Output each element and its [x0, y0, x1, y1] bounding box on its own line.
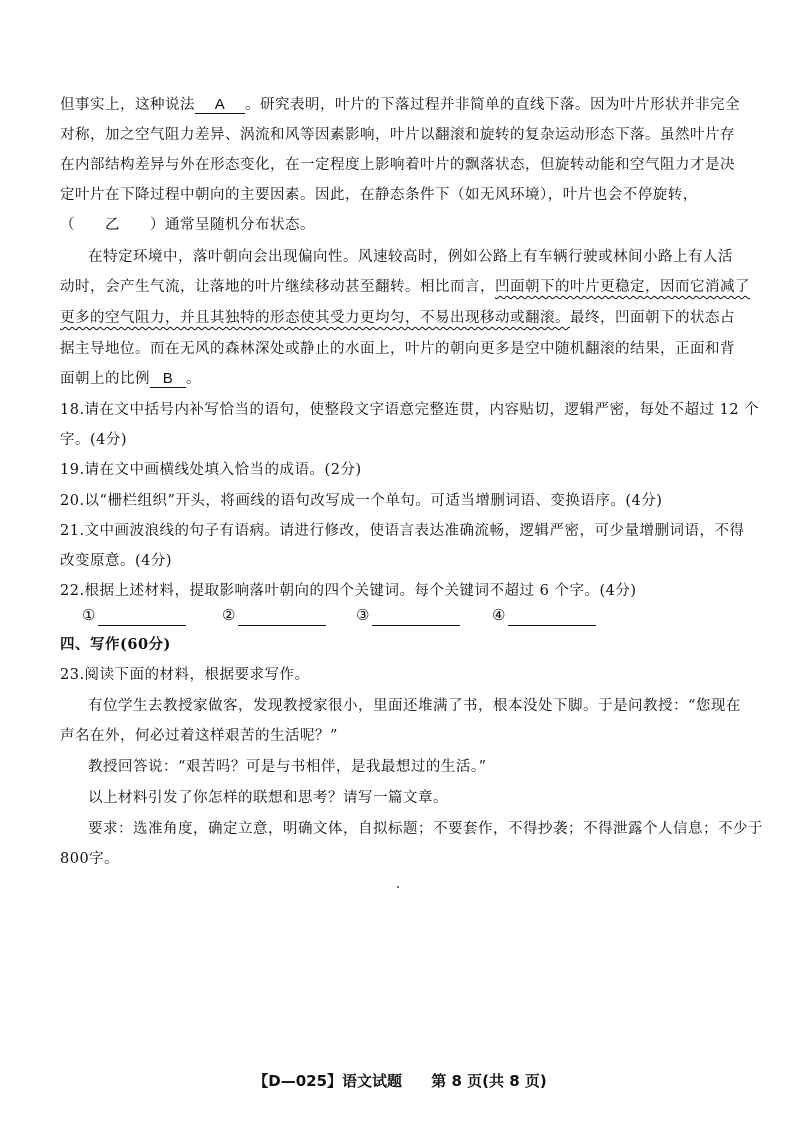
scan-speck [397, 886, 399, 888]
passage-line: 在内部结构差异与外在形态变化，在一定程度上影响着叶片的飘落状态，但旋转动能和空气阻力才是决 [60, 157, 735, 173]
material-line: 声名在外，何必过着这样艰苦的生活呢？” [60, 728, 338, 744]
passage-line: 动时，会产生气流，让落地的叶片继续移动甚至翻转。相比而言，凹面朝下的叶片更稳定，因而它消减了 [60, 279, 750, 295]
passage-line: 定叶片在下降过程中朝向的主要因素。因此，在静态条件下（如无风环境），叶片也会不停旋转， [60, 187, 698, 203]
answer-blank-2[interactable]: ② [222, 604, 326, 626]
question-22: 22.根据上述材料，提取影响落叶朝向的四个关键词。每个关键词不超过 6 个字。(4分) [60, 583, 637, 599]
passage-line: 面朝上的比例 B 。 [60, 370, 201, 387]
answer-blank-3[interactable]: ③ [356, 604, 460, 626]
question-19: 19.请在文中画横线处填入恰当的成语。(2分) [60, 462, 362, 478]
passage-line: 更多的空气阻力，并且其独特的形态使其受力更均匀，不易出现移动或翻滚。最终，凹面朝下的状态占 [60, 310, 735, 326]
passage-line: 对称，加之空气阻力差异、涡流和风等因素影响，叶片以翻滚和旋转的复杂运动形态下落。虽然叶片存 [60, 127, 735, 143]
blank-a: A [195, 97, 245, 114]
exam-code: 【D—025】语文试题 [253, 1072, 403, 1090]
question-21-cont: 改变原意。(4分) [60, 553, 173, 569]
question-21: 21.文中画波浪线的句子有语病。请进行修改，使语言表达准确流畅，逻辑严密，可少量增删词语，不得 [60, 523, 745, 539]
passage-line: 据主导地位。而在无风的森林深处或静止的水面上，叶片的朝向更多是空中随机翻滚的结果，正面和背 [60, 341, 735, 357]
answer-blank-1[interactable]: ① [82, 604, 186, 626]
page-number: 第 8 页(共 8 页) [431, 1072, 547, 1090]
answer-blanks [82, 604, 702, 630]
question-18: 18.请在文中括号内补写恰当的语句，使整段文字语意完整连贯，内容贴切，逻辑严密，每处不超过 12 个 [60, 402, 760, 418]
material-line: 以上材料引发了你怎样的联想和思考？请写一篇文章。 [88, 790, 448, 806]
wavy-sentence: 更多的空气阻力，并且其独特的形态使其受力更均匀，不易出现移动或翻滚。 [60, 310, 570, 326]
question-23: 23.阅读下面的材料，根据要求写作。 [60, 667, 310, 683]
question-18-cont: 字。(4分) [60, 432, 128, 448]
answer-blank-4[interactable]: ④ [492, 604, 596, 626]
passage-line: 在特定环境中，落叶朝向会出现偏向性。风速较高时，例如公路上有车辆行驶或林间小路上有人活 [88, 249, 733, 265]
blank-b: B [150, 371, 186, 388]
wavy-sentence: 凹面朝下的叶片更稳定，因而它消减了 [495, 279, 750, 295]
requirements: 要求：选准角度，确定立意，明确文体，自拟标题；不要套作，不得抄袭；不得泄露个人信息；不少于 [88, 821, 763, 837]
question-20: 20.以“栅栏组织”开头，将画线的语句改写成一个单句。可适当增删词语、变换语序。(4分) [60, 493, 663, 509]
page-footer [0, 1070, 800, 1091]
material-line: 教授回答说：“艰苦吗？可是与书相伴，是我最想过的生活。” [88, 759, 487, 775]
passage-line: 但事实上，这种说法 A 。研究表明，叶片的下落过程并非简单的直线下落。因为叶片形状并非完全 [60, 96, 740, 113]
blank-yi: （ 乙 ） [60, 217, 165, 233]
material-line: 有位学生去教授家做客，发现教授家很小，里面还堆满了书，根本没处下脚。于是问教授：“您现在 [88, 698, 741, 714]
section-heading: 四、写作(60分) [60, 636, 171, 653]
requirements-cont: 800字。 [60, 851, 120, 867]
passage-line: （ 乙 ）通常呈随机分布状态。 [60, 217, 315, 233]
